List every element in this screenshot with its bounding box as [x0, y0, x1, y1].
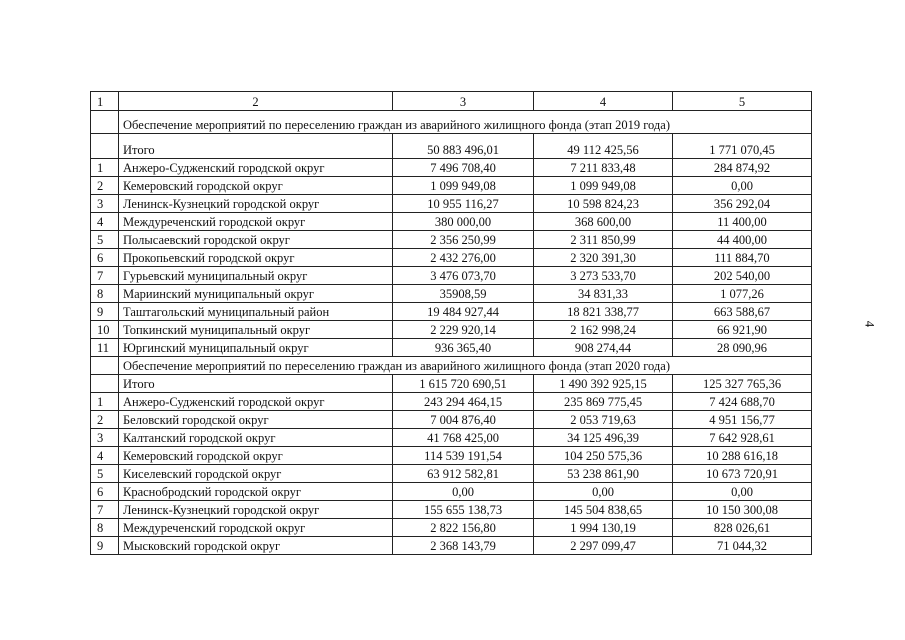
row-number: 8 [91, 519, 119, 537]
row-col4: 908 274,44 [534, 339, 673, 357]
row-col5: 0,00 [673, 483, 812, 501]
row-col5: 356 292,04 [673, 195, 812, 213]
row-number: 7 [91, 267, 119, 285]
row-number: 3 [91, 429, 119, 447]
row-col5: 1 077,26 [673, 285, 812, 303]
table-row [91, 393, 812, 411]
row-col5: 202 540,00 [673, 267, 812, 285]
municipality-name: Гурьевский муниципальный округ [119, 267, 393, 285]
row-col5: 663 588,67 [673, 303, 812, 321]
row-number: 11 [91, 339, 119, 357]
row-col5: 10 673 720,91 [673, 465, 812, 483]
header-cell-2: 2 [119, 92, 393, 111]
table-row [91, 537, 812, 555]
row-number: 8 [91, 285, 119, 303]
header-cell-4: 4 [534, 92, 673, 111]
table-row [91, 339, 812, 357]
row-col5: 71 044,32 [673, 537, 812, 555]
section-title-number-cell [91, 357, 119, 375]
row-col3: 1 099 949,08 [393, 177, 534, 195]
row-col5: 828 026,61 [673, 519, 812, 537]
row-col4: 2 162 998,24 [534, 321, 673, 339]
row-col5: 111 884,70 [673, 249, 812, 267]
row-number: 2 [91, 177, 119, 195]
table-row [91, 177, 812, 195]
row-number: 1 [91, 159, 119, 177]
table-row [91, 321, 812, 339]
row-col3: 7 496 708,40 [393, 159, 534, 177]
row-col3: 114 539 191,54 [393, 447, 534, 465]
row-col4: 53 238 861,90 [534, 465, 673, 483]
municipality-name: Междуреченский городской округ [119, 213, 393, 231]
row-col3: 243 294 464,15 [393, 393, 534, 411]
total-row [91, 134, 812, 159]
row-number: 4 [91, 213, 119, 231]
row-number: 5 [91, 231, 119, 249]
table-row [91, 249, 812, 267]
row-col5: 284 874,92 [673, 159, 812, 177]
table-row [91, 303, 812, 321]
municipality-name: Кемеровский городской округ [119, 447, 393, 465]
row-col4: 2 311 850,99 [534, 231, 673, 249]
row-col5: 10 288 616,18 [673, 447, 812, 465]
section-title: Обеспечение мероприятий по переселению граждан из аварийного жилищного фонда (этап 2019 года) [119, 111, 812, 134]
municipality-name: Киселевский городской округ [119, 465, 393, 483]
row-col4: 0,00 [534, 483, 673, 501]
municipality-name: Анжеро-Судженский городской округ [119, 159, 393, 177]
municipality-name: Таштагольский муниципальный район [119, 303, 393, 321]
table-row [91, 213, 812, 231]
row-number: 6 [91, 249, 119, 267]
total-col3: 1 615 720 690,51 [393, 375, 534, 393]
row-col4: 7 211 833,48 [534, 159, 673, 177]
municipality-name: Ленинск-Кузнецкий городской округ [119, 195, 393, 213]
row-col4: 34 831,33 [534, 285, 673, 303]
row-number: 5 [91, 465, 119, 483]
row-col3: 2 229 920,14 [393, 321, 534, 339]
row-col4: 104 250 575,36 [534, 447, 673, 465]
row-col4: 145 504 838,65 [534, 501, 673, 519]
total-label: Итого [119, 375, 393, 393]
section-title-row [91, 357, 812, 375]
row-number: 1 [91, 393, 119, 411]
row-col4: 2 297 099,47 [534, 537, 673, 555]
row-col5: 10 150 300,08 [673, 501, 812, 519]
table-row [91, 411, 812, 429]
row-number: 6 [91, 483, 119, 501]
row-col3: 2 432 276,00 [393, 249, 534, 267]
total-col4: 1 490 392 925,15 [534, 375, 673, 393]
row-col5: 66 921,90 [673, 321, 812, 339]
municipality-name: Анжеро-Судженский городской округ [119, 393, 393, 411]
row-number: 2 [91, 411, 119, 429]
total-col3: 50 883 496,01 [393, 134, 534, 159]
municipality-name: Ленинск-Кузнецкий городской округ [119, 501, 393, 519]
total-label: Итого [119, 134, 393, 159]
row-col5: 4 951 156,77 [673, 411, 812, 429]
total-row [91, 375, 812, 393]
row-col4: 18 821 338,77 [534, 303, 673, 321]
row-col4: 2 320 391,30 [534, 249, 673, 267]
table-row [91, 285, 812, 303]
section-title-row [91, 111, 812, 134]
table-row [91, 159, 812, 177]
municipality-name: Мысковский городской округ [119, 537, 393, 555]
row-col3: 2 822 156,80 [393, 519, 534, 537]
row-col3: 2 368 143,79 [393, 537, 534, 555]
data-table [90, 91, 812, 555]
municipality-name: Мариинский муниципальный округ [119, 285, 393, 303]
section-title: Обеспечение мероприятий по переселению граждан из аварийного жилищного фонда (этап 2020 года) [119, 357, 812, 375]
row-col3: 10 955 116,27 [393, 195, 534, 213]
row-col5: 11 400,00 [673, 213, 812, 231]
municipality-name: Беловский городской округ [119, 411, 393, 429]
table-row [91, 483, 812, 501]
row-col5: 0,00 [673, 177, 812, 195]
row-col3: 19 484 927,44 [393, 303, 534, 321]
header-cell-3: 3 [393, 92, 534, 111]
municipality-name: Юргинский муниципальный округ [119, 339, 393, 357]
header-cell-5: 5 [673, 92, 812, 111]
table-row [91, 519, 812, 537]
row-col4: 34 125 496,39 [534, 429, 673, 447]
table-row [91, 429, 812, 447]
total-number-cell [91, 134, 119, 159]
row-col3: 380 000,00 [393, 213, 534, 231]
total-number-cell [91, 375, 119, 393]
section-title-number-cell [91, 111, 119, 134]
row-number: 9 [91, 303, 119, 321]
table-row [91, 267, 812, 285]
row-col4: 235 869 775,45 [534, 393, 673, 411]
municipality-name: Прокопьевский городской округ [119, 249, 393, 267]
row-col3: 3 476 073,70 [393, 267, 534, 285]
table-row [91, 231, 812, 249]
table-row [91, 447, 812, 465]
municipality-name: Кемеровский городской округ [119, 177, 393, 195]
row-col5: 28 090,96 [673, 339, 812, 357]
row-col4: 3 273 533,70 [534, 267, 673, 285]
table-row [91, 195, 812, 213]
row-col5: 7 642 928,61 [673, 429, 812, 447]
row-number: 10 [91, 321, 119, 339]
row-number: 9 [91, 537, 119, 555]
row-number: 3 [91, 195, 119, 213]
row-col4: 2 053 719,63 [534, 411, 673, 429]
row-col3: 155 655 138,73 [393, 501, 534, 519]
page-number: 4 [862, 320, 878, 328]
row-col5: 7 424 688,70 [673, 393, 812, 411]
row-col5: 44 400,00 [673, 231, 812, 249]
header-row [91, 92, 812, 111]
total-col5: 125 327 765,36 [673, 375, 812, 393]
municipality-name: Междуреченский городской округ [119, 519, 393, 537]
municipality-name: Полысаевский городской округ [119, 231, 393, 249]
row-col3: 7 004 876,40 [393, 411, 534, 429]
total-col5: 1 771 070,45 [673, 134, 812, 159]
municipality-name: Топкинский муниципальный округ [119, 321, 393, 339]
row-col3: 63 912 582,81 [393, 465, 534, 483]
table-row [91, 465, 812, 483]
row-col4: 1 994 130,19 [534, 519, 673, 537]
municipality-name: Краснобродский городской округ [119, 483, 393, 501]
row-col4: 1 099 949,08 [534, 177, 673, 195]
row-col3: 936 365,40 [393, 339, 534, 357]
table-row [91, 501, 812, 519]
row-col3: 35908,59 [393, 285, 534, 303]
total-col4: 49 112 425,56 [534, 134, 673, 159]
row-col3: 41 768 425,00 [393, 429, 534, 447]
row-col3: 2 356 250,99 [393, 231, 534, 249]
row-col4: 10 598 824,23 [534, 195, 673, 213]
row-col4: 368 600,00 [534, 213, 673, 231]
row-number: 7 [91, 501, 119, 519]
municipality-name: Калтанский городской округ [119, 429, 393, 447]
row-col3: 0,00 [393, 483, 534, 501]
row-number: 4 [91, 447, 119, 465]
header-cell-1: 1 [91, 92, 119, 111]
